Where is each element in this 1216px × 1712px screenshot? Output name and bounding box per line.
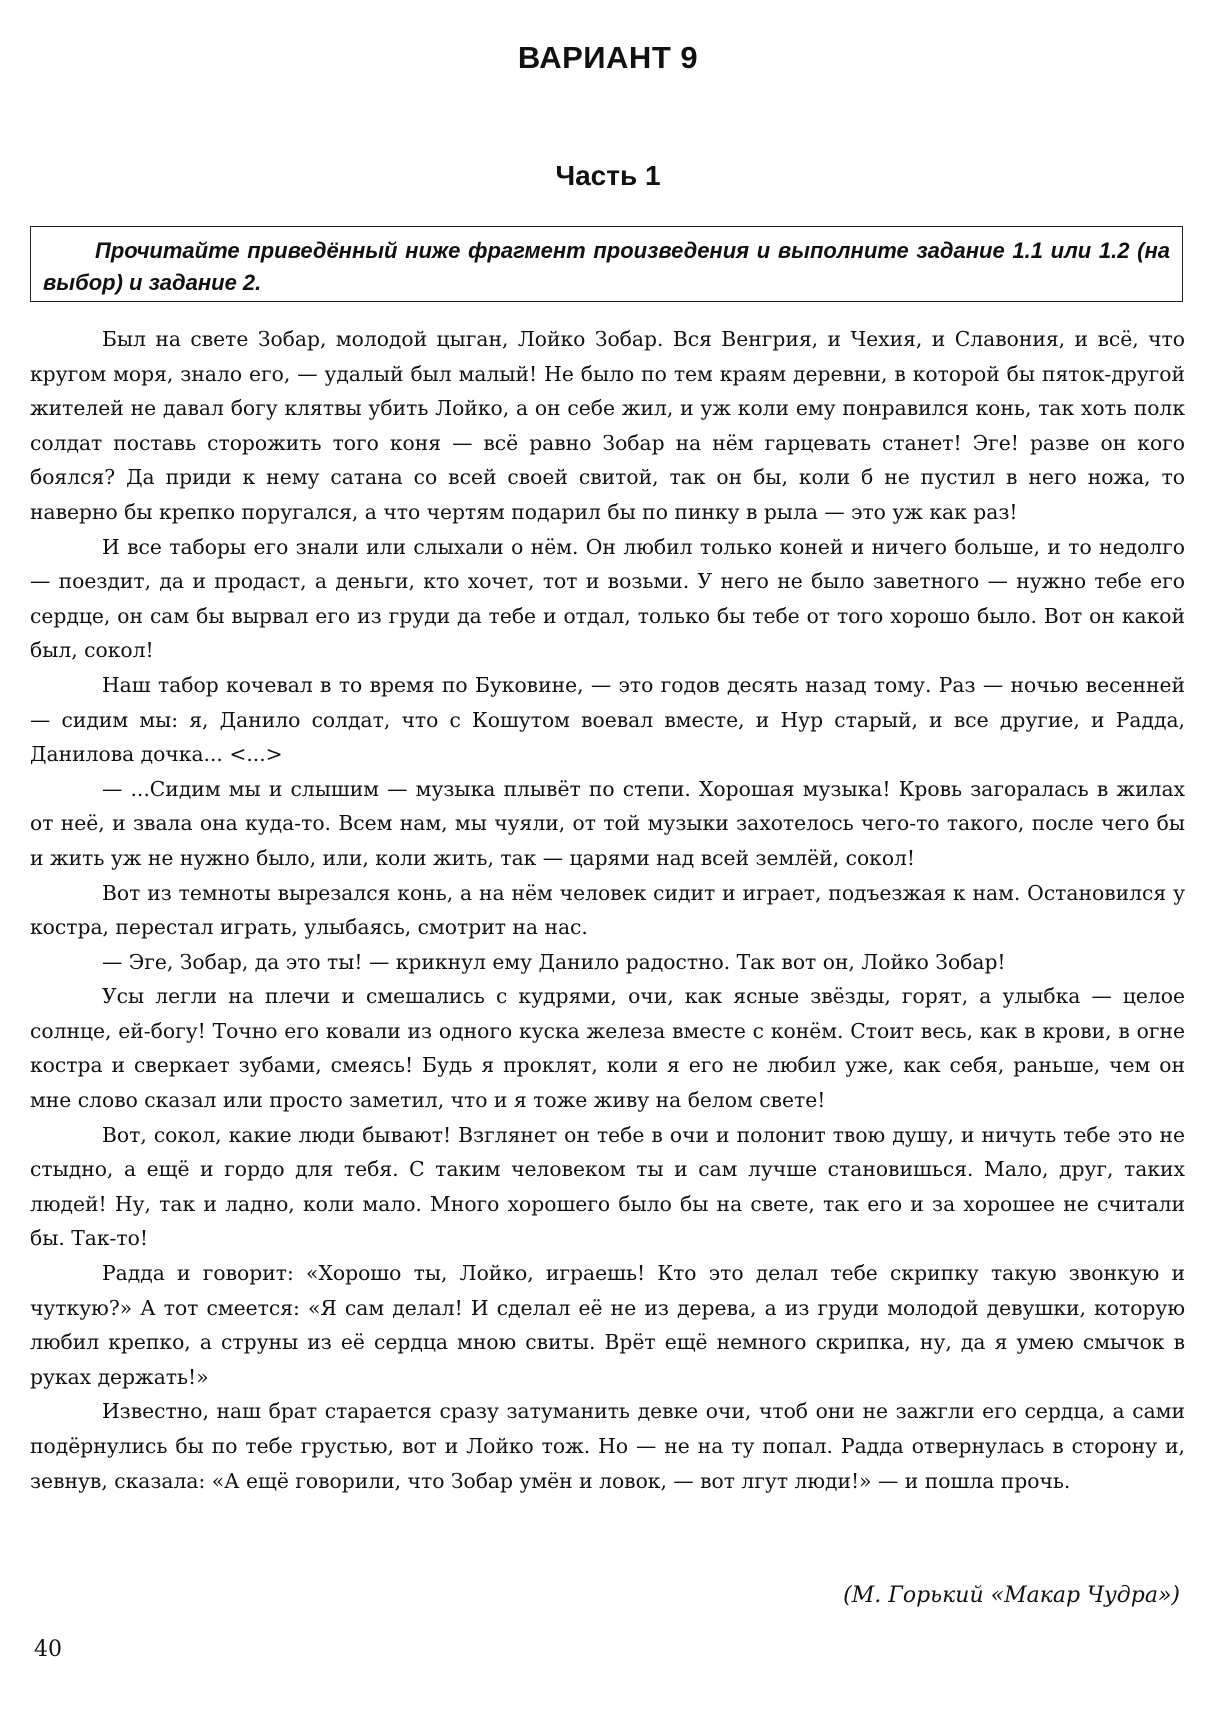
variant-title: ВАРИАНТ 9 bbox=[517, 40, 699, 75]
excerpt-paragraph: Радда и говорит: «Хорошо ты, Лойко, играешь! Кто это делал тебе скрипку такую звонкую и чуткую?» А тот смеется: «Я сам делал! И сделал её не из дерева, а из груди молодой девушки, которую любил крепко, а струны из её сердца мною свиты. Врёт ещё немного скрипка, ну, да я умею смычок в руках держать!» bbox=[30, 1261, 1185, 1389]
part-title: Часть 1 bbox=[555, 160, 661, 191]
excerpt-paragraph: Усы легли на плечи и смешались с кудрями, очи, как ясные звёзды, горят, а улыбка — целое солнце, ей-богу! Точно его ковали из одного куска железа вместе с конём. Стоит весь, как в крови, в огне костра и сверкает зубами, смеясь! Будь я проклят, коли я его не любил уже, как себя, раньше, чем он мне слово сказал или просто заметил, что и я тоже живу на белом свете! bbox=[30, 984, 1185, 1113]
excerpt-paragraph: Был на свете Зобар, молодой цыган, Лойко Зобар. Вся Венгрия, и Чехия, и Славония, и всё, что кругом моря, знало его, — удалый был малый! Не было по тем краям деревни, в которой бы пяток-другой жителей не давал богу клятвы убить Лойко, а он себе жил, и уж коли ему понравился конь, так хоть полк солдат поставь сторожить того коня — всё равно Зобар на нём гарцевать станет! Эге! разве он кого боялся? Да приди к нему сатана со всей своей свитой, так он бы, коли б не пустил в него ножа, то наверно бы крепко поругался, а что чертям подарил бы по пинку в рыла — это уж как раз! bbox=[30, 327, 1185, 524]
page-number: 40 bbox=[34, 1637, 62, 1662]
excerpt-paragraph: — ...Сидим мы и слышим — музыка плывёт по степи. Хорошая музыка! Кровь загоралась в жилах от неё, и звала она куда-то. Всем нам, мы чуяли, от той музыки захотелось чего-то такого, после чего бы и жить уж не нужно было, или, коли жить, так — царями над всей землёй, сокол! bbox=[30, 776, 1185, 870]
excerpt-paragraph: Наш табор кочевал в то время по Буковине, — это годов десять назад тому. Раз — ночью весенней — сидим мы: я, Данило солдат, что с Кошутом воевал вместе, и Нур старый, и все другие, и Радда, Данилова дочка... <...> bbox=[30, 672, 1185, 767]
source-attribution: (М. Горький «Макар Чудра») bbox=[843, 1583, 1180, 1608]
literary-excerpt bbox=[30, 322, 1185, 1498]
excerpt-paragraph: — Эге, Зобар, да это ты! — крикнул ему Данило радостно. Так вот он, Лойко Зобар! bbox=[102, 949, 1006, 974]
excerpt-paragraph: Вот, сокол, какие люди бывают! Взглянет он тебе в очи и полонит твою душу, и ничуть тебе это не стыдно, а ещё и гордо для тебя. С таким человеком ты и сам лучше становишься. Мало, друг, таких людей! Ну, так и ладно, коли мало. Много хорошего было бы на свете, так его и за хорошее не считали бы. Так-то! bbox=[30, 1122, 1185, 1251]
excerpt-paragraph: Известно, наш брат старается сразу затуманить девке очи, чтоб они не зажгли его сердца, а сами подёрнулись бы по тебе грустью, вот и Лойко тож. Но — не на ту попал. Радда отвернулась в сторону и, зевнув, сказала: «А ещё говорили, что Зобар умён и ловок, — вот лгут люди!» — и пошла прочь. bbox=[30, 1399, 1185, 1493]
excerpt-paragraph: И все таборы его знали или слыхали о нём. Он любил только коней и ничего больше, и то недолго — поездит, да и продаст, а деньги, кто хочет, тот и возьми. У него не было заветного — нужно тебе его сердце, он сам бы вырвал его из груди да тебе и отдал, только бы тебе от того хорошо было. Вот он какой был, сокол! bbox=[30, 534, 1185, 663]
instruction-text: Прочитайте приведённый ниже фрагмент произведения и выполните задание 1.1 или 1.2 (на выбор) и задание 2. bbox=[43, 238, 1170, 295]
instruction-box bbox=[30, 226, 1183, 302]
excerpt-paragraph: Вот из темноты вырезался конь, а на нём человек сидит и играет, подъезжая к нам. Остановился у костра, перестал играть, улыбаясь, смотрит на нас. bbox=[30, 880, 1185, 940]
